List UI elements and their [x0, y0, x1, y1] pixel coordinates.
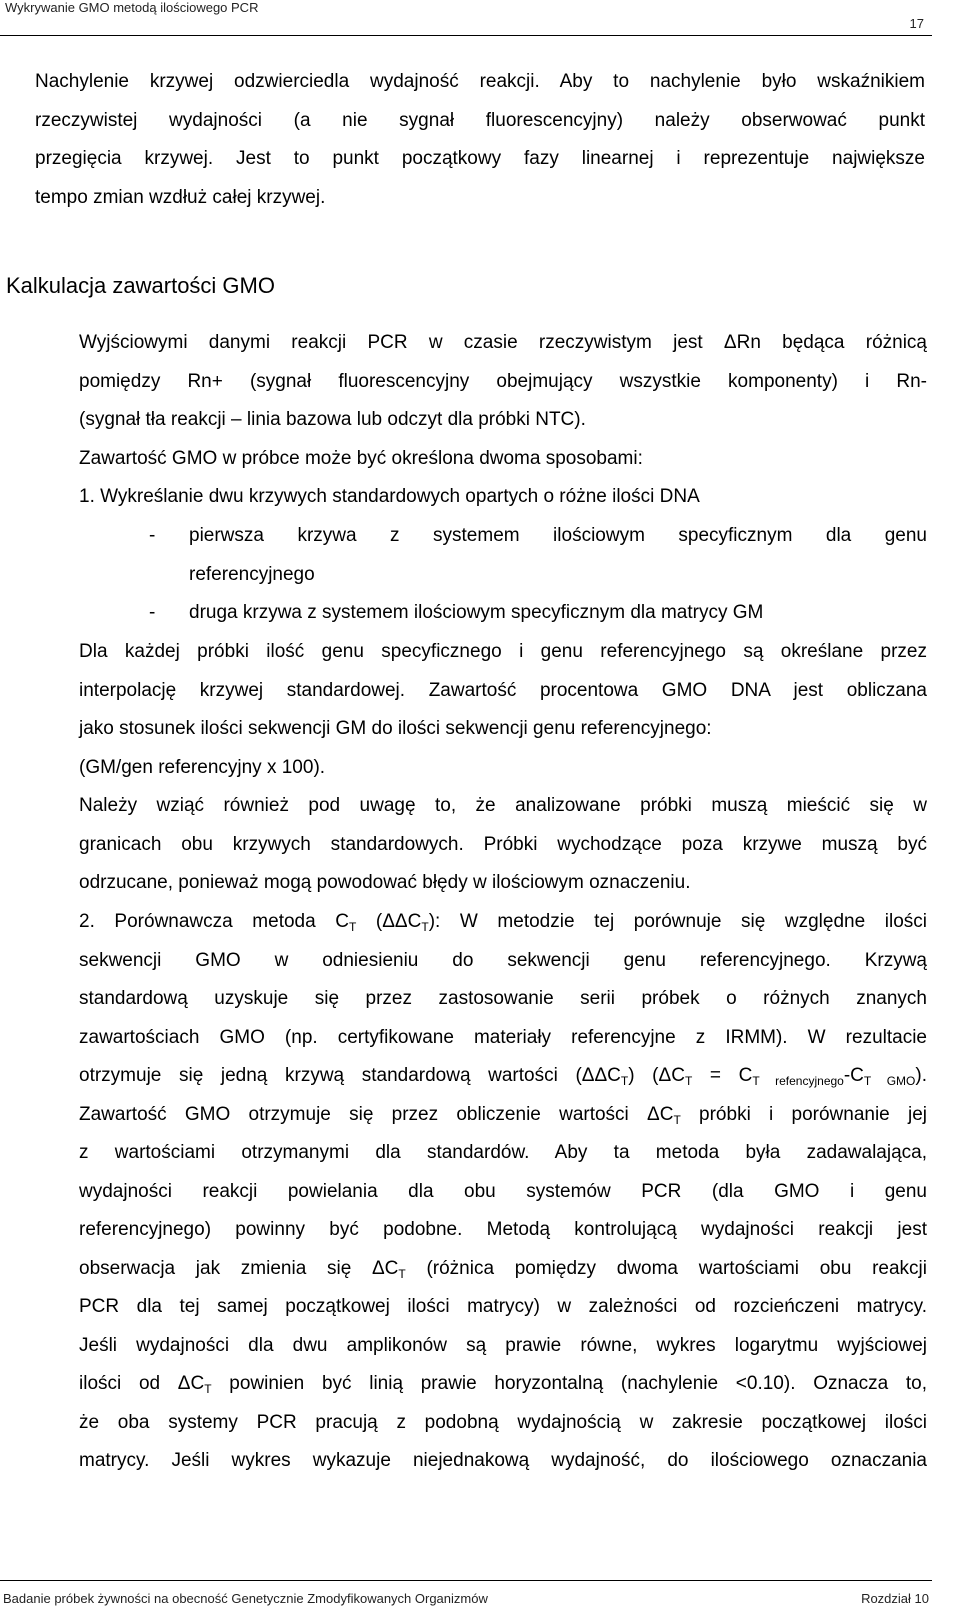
text-line: Nachylenie krzywej odzwierciedla wydajność reakcji. Aby to nachylenie było wskaźnikiem — [35, 71, 925, 92]
text-line: Dla każdej próbki ilość genu specyficznego i genu referencyjnego są określane przez — [79, 641, 927, 662]
text-line: wydajności reakcji powielania dla obu systemów PCR (dla GMO i genu — [79, 1180, 927, 1202]
text-line: (GM/gen referencyjny x 100). — [79, 756, 326, 778]
text-line: standardową uzyskuje się przez zastosowanie serii próbek o różnych znanych — [79, 988, 927, 1009]
chapter-label: Rozdział 10 — [861, 1591, 929, 1606]
text-line: (sygnał tła reakcji – linia bazowa lub odczyt dla próbki NTC). — [79, 409, 586, 430]
text-line: obserwacja jak zmienia się $\Delta C_T$ (różnica pomiędzy dwoma wartościami obu reakcji — [79, 1257, 927, 1281]
text-line: odrzucane, ponieważ mogą powodować błędy w ilościowym oznaczeniu. — [79, 872, 691, 893]
text-line: granicach obu krzywych standardowych. Próbki wychodzące poza krzywe muszą być — [79, 833, 927, 855]
text-line: że oba systemy PCR pracują z podobną wydajnością w zakresie początkowej ilości — [79, 1411, 927, 1433]
text-line: otrzymuje się jedną krzywą standardową wartości $(\Delta\Delta C_T) (\Delta C_T = C_{T refencyjnego}-C_{T GMO})$. — [79, 1065, 927, 1088]
intro-paragraph — [35, 63, 925, 217]
bullet-item-2 — [189, 594, 927, 633]
header-divider — [0, 35, 932, 36]
running-header-title: Wykrywanie GMO metodą ilościowego PCR — [5, 0, 259, 15]
text-line: 2. Porównawcza metoda $C_T$ $(\Delta\Delta C_T)$: W metodzie tej porównuje się względne ilości — [79, 911, 927, 934]
paragraph-rn-definition — [79, 324, 927, 440]
text-line: Należy wziąć również pod uwagę to, że analizowane próbki muszą mieścić się w — [79, 795, 927, 816]
running-footer-title: Badanie próbek żywności na obecność Genetycznie Zmodyfikowanych Organizmów — [3, 1591, 488, 1606]
text-line: sekwencji GMO w odniesieniu do sekwencji genu referencyjnego. Krzywą — [79, 949, 927, 971]
text-line: referencyjnego) powinny być podobne. Metodą kontrolującą wydajności reakcji jest — [79, 1219, 927, 1240]
paragraph-two-methods: Zawartość GMO w próbce może być określona dwoma sposobami: — [79, 448, 643, 469]
text-line: rzeczywistej wydajności (a nie sygnał fluorescencyjny) należy obserwować punkt — [35, 109, 925, 131]
paragraph-interpolation — [79, 633, 927, 787]
text-line: druga krzywa z systemem ilościowym specyficznym dla matrycy GM — [189, 602, 764, 623]
text-line: ilości od $\Delta C_T$ powinien być linią prawie horyzontalną (nachylenie <0.10). Oznacza to, — [79, 1373, 928, 1396]
text-line: tempo zmian wzdłuż całej krzywej. — [35, 186, 326, 208]
text-line: zawartościach GMO (np. certyfikowane materiały referencyjne z IRMM). W rezultacie — [79, 1026, 927, 1048]
method-1-title: 1. Wykreślanie dwu krzywych standardowych opartych o różne ilości DNA — [79, 486, 700, 507]
bullet-item-1 — [189, 517, 927, 594]
footer-divider — [0, 1580, 932, 1581]
paragraph-standard-curves — [79, 787, 927, 903]
text-line: pierwsza krzywa z systemem ilościowym specyficznym dla genu — [189, 525, 927, 546]
text-line: matrycy. Jeśli wykres wykazuje niejednakową wydajność, do ilościowego oznaczania — [79, 1450, 927, 1471]
text-line: Wyjściowymi danymi reakcji PCR w czasie rzeczywistym jest ΔRn będąca różnicą — [79, 332, 927, 353]
text-line: przegięcia krzywej. Jest to punkt początkowy fazy linearnej i reprezentuje największe — [35, 148, 925, 169]
text-line: pomiędzy Rn+ (sygnał fluorescencyjny obejmujący wszystkie komponenty) i Rn- — [79, 370, 927, 392]
text-line: PCR dla tej samej początkowej ilości matrycy) w zależności od rozcieńczeni matrycy. — [79, 1296, 927, 1317]
text-line: z wartościami otrzymanymi dla standardów. Aby ta metoda była zadawalająca, — [79, 1142, 927, 1163]
text-line: Jeśli wydajności dla dwu amplikonów są prawie równe, wykres logarytmu wyjściowej — [79, 1334, 927, 1356]
method-2-paragraph — [79, 903, 927, 1481]
text-line: referencyjnego — [189, 563, 315, 585]
page-number: 17 — [909, 16, 924, 31]
text-line: interpolację krzywej standardowej. Zawartość procentowa GMO DNA jest obliczana — [79, 679, 927, 701]
bullet-dash: - — [149, 525, 156, 546]
bullet-dash: - — [149, 602, 156, 623]
section-heading: Kalkulacja zawartości GMO — [6, 273, 275, 298]
text-line: jako stosunek ilości sekwencji GM do ilości sekwencji genu referencyjnego: — [79, 718, 712, 739]
text-line: Zawartość GMO otrzymuje się przez obliczenie wartości $\Delta C_T$ próbki i porównanie jej — [79, 1103, 927, 1127]
